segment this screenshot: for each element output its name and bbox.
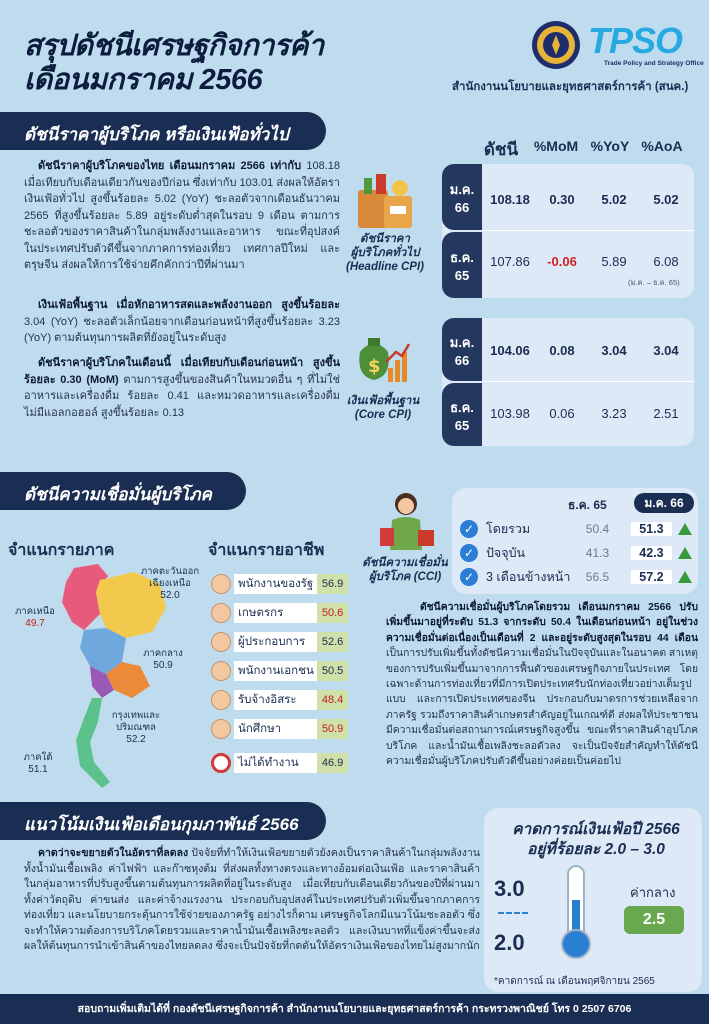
occupation-value: 50.6 bbox=[317, 603, 348, 623]
region-title: จำแนกรายภาค bbox=[8, 542, 115, 559]
headline-cpi-caption-1: ดัชนีราคา bbox=[360, 233, 410, 245]
occupation-label: รับจ้างอิสระ bbox=[234, 690, 317, 710]
core-jan-mom: 0.08 bbox=[549, 343, 575, 358]
up-arrow-icon bbox=[678, 523, 692, 535]
page-title-line1: สรุปดัชนีเศรษฐกิจการค้า bbox=[24, 30, 324, 62]
cpi-paragraph-2-text: 3.04 (YoY) ชะลอตัวเล็กน้อยจากเดือนก่อนหน้าที่สูงขึ้นร้อยละ 3.23 (YoY) ตามต้นทุนการผลิตที่ยังอยู่ในระดับสูง bbox=[24, 315, 340, 344]
forecast-title-2: อยู่ที่ร้อยละ 2.0 – 3.0 bbox=[527, 841, 665, 858]
col-header-aoa: %AoA bbox=[641, 138, 683, 154]
occupation-value: 50.5 bbox=[317, 661, 348, 681]
cci-row-label: โดยรวม bbox=[486, 522, 531, 536]
occupation-value: 46.9 bbox=[317, 753, 348, 773]
core-dec-mom: 0.06 bbox=[549, 406, 575, 421]
thermometer-icon bbox=[556, 864, 596, 960]
forecast-dash bbox=[498, 912, 528, 914]
cci-section-heading: ดัชนีความเชื่อมั่นผู้บริโภค bbox=[0, 472, 246, 510]
headline-dec-index: 107.86 bbox=[490, 254, 530, 269]
headline-cpi-caption-3: (Headline CPI) bbox=[346, 261, 424, 273]
forecast-note: *คาดการณ์ ณ เดือนพฤศจิกายน 2565 bbox=[494, 976, 655, 987]
check-icon: ✓ bbox=[460, 544, 478, 562]
col-header-index: ดัชนี bbox=[483, 140, 519, 159]
money-bag-chart-icon bbox=[352, 330, 410, 386]
occupation-row bbox=[211, 752, 348, 774]
headline-row-1-month: ม.ค. bbox=[449, 182, 475, 197]
shopping-bag-icon bbox=[350, 172, 420, 230]
occupation-row bbox=[211, 573, 348, 595]
region-north-name: ภาคเหนือ bbox=[15, 606, 55, 617]
occupation-value: 48.4 bbox=[317, 690, 348, 710]
region-central-value: 50.9 bbox=[153, 660, 173, 671]
cpi-paragraph-3 bbox=[24, 355, 340, 421]
cci-row-cur: 42.3 bbox=[631, 546, 672, 560]
region-bangkok-value: 52.2 bbox=[126, 734, 146, 745]
cci-paragraph-text: เป็นการปรับเพิ่มขึ้นทั้งดัชนีความเชื่อมั่นในปัจจุบันและในอนาคต สาเหตุของการปรับเพิ่มขึ้นมาจากการฟื้นตัวของเศรษฐกิจภายในประเทศ โดยเฉพาะด้านการท่องเที่ยวที่มีการเปิดประเทศรับนักท่องเที่ยวอย่างเต็มรูปแบบ และการเปิดประเทศของจีน ประกอบกับมาตรการช่วยเหลือจากภาครัฐ รวมถึงราคาสินค้าเกษตรสำคัญอยู่ในเกณฑ์ดี ส่งผลให้ประชาชนมีความเชื่อมั่นต่อสถานการณ์เศรษฐกิจสูงขึ้น ขณะที่ราคาสินค้าอุปโภคบริโภค และน้ำมันเชื้อเพลิงชะลอตัวลง จะเป็นปัจจัยสำคัญทำให้ดัชนีความเชื่อมั่นผู้บริโภคปรับตัวดีขึ้นอย่างค่อยเป็นค่อยไป bbox=[386, 648, 698, 768]
cpi-paragraph-2 bbox=[24, 297, 340, 347]
occupation-row bbox=[211, 631, 348, 653]
occupation-value: 50.9 bbox=[317, 719, 348, 739]
headline-dec-yoy: 5.89 bbox=[601, 254, 627, 269]
headline-jan-aoa: 5.02 bbox=[653, 192, 679, 207]
tpso-logo-tagline: Trade Policy and Strategy Office bbox=[604, 60, 704, 67]
cci-row-prev: 41.3 bbox=[585, 546, 610, 560]
core-row-1-year: 66 bbox=[454, 352, 470, 368]
cci-col-cur: ม.ค. 66 bbox=[634, 493, 694, 513]
cci-col-prev: ธ.ค. 65 bbox=[568, 498, 607, 512]
cpi-section-heading: ดัชนีราคาผู้บริโภค หรือเงินเฟ้อทั่วไป bbox=[0, 112, 326, 150]
headline-jan-mom: 0.30 bbox=[549, 192, 575, 207]
headline-row-2-label bbox=[442, 232, 482, 298]
trend-paragraph-text: ปัจจัยที่ทำให้เงินเฟ้อขยายตัวยังคงเป็นราคาสินค้าในกลุ่มพลังงาน ทั้งน้ำมันเชื้อเพลิง ค่าไฟฟ้า และก๊าซหุงต้ม ที่ส่งผลทั้งทางตรงและทางอ้อมต่อเงินเฟ้อ และราคาสินค้าในกลุ่มอาหารที่ปรับสูงขึ้นตามต้นทุนการผลิตที่อยู่ในระดับสูง เมื่อเทียบกับเดือนเดียวกันของปีที่ผ่านมา ทั้งค่าวัตถุดิบ ค่าขนส่ง และค่าจ้างแรงงาน ประกอบกับอุปสงค์ในประเทศปรับตัวเพิ่มขึ้นจากภาคการท่องเที่ยว และนโยบายกระตุ้นการใช้จ่ายของภาครัฐ อย่างไรก็ตาม เศรษฐกิจโลกมีแนวโน้มชะลอตัว ซึ่งจะทำให้ความต้องการบริโภคโดยรวมและราคาน้ำมันเชื้อเพลิงชะลอตัว และเงินบาทที่แข็งค่าขึ้นจะส่งผลให้ต้นทุนการนำเข้าสินค้าของไทยลดลง ซึ่งจะเป็นปัจจัยที่กดดันให้อัตราเงินเฟ้อของไทยไม่สูงมากนัก bbox=[24, 847, 480, 952]
trend-paragraph bbox=[24, 846, 480, 955]
occupation-value: 52.6 bbox=[317, 632, 348, 652]
region-north-value: 49.7 bbox=[25, 618, 45, 629]
cpi-paragraph-2-bold: เงินเฟ้อพื้นฐาน เมื่อหักอาหารสดและพลังงานออก สูงขึ้นร้อยละ bbox=[38, 299, 340, 311]
footer-contact: สอบถามเพิ่มเติมได้ที่ กองดัชนีเศรษฐกิจการค้า สำนักงานนโยบายและยุทธศาสตร์การค้า กระทรวงพาณิชย์ โทร 0 2507 6706 bbox=[0, 994, 709, 1024]
cci-caption-2: ผู้บริโภค (CCI) bbox=[368, 571, 442, 583]
check-icon: ✓ bbox=[460, 520, 478, 538]
occupation-row bbox=[211, 660, 348, 682]
cci-row-overall bbox=[460, 518, 692, 540]
col-header-yoy: %YoY bbox=[590, 138, 630, 154]
office-worker-icon bbox=[211, 661, 231, 681]
occupation-label: เกษตรกร bbox=[234, 603, 317, 623]
core-row-2-label bbox=[442, 383, 482, 446]
core-dec-aoa: 2.51 bbox=[653, 406, 679, 421]
shopper-icon bbox=[376, 490, 438, 552]
occupation-label: นักศึกษา bbox=[234, 719, 317, 739]
headline-row-2-year: 65 bbox=[454, 268, 470, 283]
headline-row-2-month: ธ.ค. bbox=[450, 250, 474, 265]
occupation-label: พนักงานเอกชน bbox=[234, 661, 317, 681]
headline-cpi-caption-2: ผู้บริโภคทั่วไป bbox=[350, 247, 420, 259]
up-arrow-icon bbox=[678, 571, 692, 583]
core-row-1-month: ม.ค. bbox=[449, 334, 475, 350]
cci-row-label: ปัจจุบัน bbox=[486, 546, 526, 560]
headline-jan-index: 108.18 bbox=[490, 192, 530, 207]
no-work-icon bbox=[211, 753, 231, 773]
core-cpi-caption-1: เงินเฟ้อพื้นฐาน bbox=[346, 395, 420, 407]
cci-row-cur: 51.3 bbox=[631, 522, 672, 536]
svg-text:$: $ bbox=[368, 356, 381, 377]
headline-dec-mom: -0.06 bbox=[547, 254, 577, 269]
businessman-icon bbox=[211, 632, 231, 652]
cpi-paragraph-1-text: 108.18 เมื่อเทียบกับเดือนเดียวกันของปีก่อน ซึ่งเท่ากับ 103.01 ส่งผลให้อัตราเงินเฟ้อทั่วไป สูงขึ้นร้อยละ 5.02 (YoY) ชะลอตัวจากเดือนธันวาคม 2565 ที่สูงขึ้นร้อยละ 5.89 อยู่ระดับต่ำสุดในรอบ 9 เดือน ตามการชะลอตัวของราคาสินค้าในกลุ่มพลังงานและอาหาร ขณะที่อุปสงค์ในประเทศปรับตัวดีขึ้นจากภาคการท่องเที่ยว เทศกาลปีใหม่ และตรุษจีน ส่งผลให้การใช้จ่ายคึกคักกว่าปีที่ผ่านมา bbox=[24, 160, 341, 271]
forecast-upper: 3.0 bbox=[494, 876, 525, 901]
cci-row-cur: 57.2 bbox=[631, 570, 672, 584]
cci-caption bbox=[350, 556, 460, 584]
core-row-1-label bbox=[442, 318, 482, 381]
ministry-seal-icon bbox=[531, 20, 581, 70]
core-dec-yoy: 3.23 bbox=[601, 406, 627, 421]
trend-paragraph-bold: คาดว่าจะขยายตัวในอัตราที่ลดลง bbox=[38, 847, 189, 859]
region-northeast-value: 52.0 bbox=[160, 590, 180, 601]
core-row-2-month: ธ.ค. bbox=[450, 399, 474, 415]
core-row-2-year: 65 bbox=[454, 417, 470, 433]
cci-row-present bbox=[460, 542, 692, 564]
core-cpi-caption-2: (Core CPI) bbox=[354, 409, 412, 421]
occupation-row bbox=[211, 689, 348, 711]
col-header-mom: %MoM bbox=[533, 138, 579, 154]
org-name: สำนักงานนโยบายและยุทธศาสตร์การค้า (สนค.) bbox=[452, 81, 689, 93]
occupation-row bbox=[211, 602, 348, 624]
check-icon: ✓ bbox=[460, 568, 478, 586]
core-jan-yoy: 3.04 bbox=[601, 343, 627, 358]
forecast-title-1: คาดการณ์เงินเฟ้อปี 2566 bbox=[512, 821, 680, 838]
region-bangkok bbox=[100, 710, 172, 746]
region-northeast-name: ภาคตะวันออกเฉียงเหนือ bbox=[140, 566, 200, 589]
cci-caption-1: ดัชนีความเชื่อมั่น bbox=[362, 557, 448, 569]
forecast-mid-label: ค่ากลาง bbox=[630, 885, 676, 900]
occupation-title: จำแนกรายอาชีพ bbox=[208, 542, 325, 559]
core-cpi-caption bbox=[330, 394, 436, 422]
occupation-label: พนักงานของรัฐ bbox=[234, 574, 317, 594]
cci-row-prev: 50.4 bbox=[585, 522, 610, 536]
trend-section-heading: แนวโน้มเงินเฟ้อเดือนกุมภาพันธ์ 2566 bbox=[0, 802, 326, 840]
headline-cpi-caption bbox=[330, 232, 440, 274]
occupation-value: 56.9 bbox=[317, 574, 348, 594]
occupation-label: ผู้ประกอบการ bbox=[234, 632, 317, 652]
page-title-line2: เดือนมกราคม 2566 bbox=[24, 64, 263, 96]
headline-cpi-table bbox=[442, 164, 694, 298]
region-central bbox=[138, 648, 188, 672]
cpi-paragraph-1 bbox=[24, 158, 340, 274]
occupation-row bbox=[211, 718, 348, 740]
cci-row-prev: 56.5 bbox=[585, 570, 610, 584]
cpi-paragraph-1-bold: ดัชนีราคาผู้บริโภคของไทย เดือนมกราคม 2566 เท่ากับ bbox=[38, 160, 302, 172]
core-jan-index: 104.06 bbox=[490, 343, 530, 358]
core-cpi-table bbox=[442, 318, 694, 446]
region-south bbox=[16, 752, 60, 776]
cci-paragraph-bold: ดัชนีความเชื่อมั่นผู้บริโภคโดยรวม เดือนมกราคม 2566 ปรับเพิ่มขึ้นมาอยู่ที่ระดับ 51.3 จากระดับ 50.4 ในเดือนก่อนหน้า อยู่ในช่วงความเชื่อมั่นต่อเนื่องเป็นเดือนที่ 2 และอยู่ระดับสูงสุดในรอบ 44 เดือน bbox=[386, 602, 698, 644]
farmer-icon bbox=[211, 603, 231, 623]
region-central-name: ภาคกลาง bbox=[143, 648, 183, 659]
headline-aoa-note: (ม.ค. – ธ.ค. 65) bbox=[628, 278, 680, 287]
headline-row-1-year: 66 bbox=[454, 200, 470, 215]
forecast-mid-value: 2.5 bbox=[624, 906, 684, 934]
cpi-paragraph-3-text: ตามการสูงขึ้นของสินค้าในหมวดอื่น ๆ ที่ไม่ใช่อาหารและเครื่องดื่ม ร้อยละ 0.41 และหมวดอาหารและเครื่องดื่มไม่มีแอลกอฮอล์ สูงขึ้นร้อยละ 0.13 bbox=[24, 373, 340, 419]
person-icon bbox=[211, 574, 231, 594]
region-bangkok-name: กรุงเทพและปริมณฑล bbox=[111, 710, 161, 733]
forecast-lower: 2.0 bbox=[494, 930, 525, 955]
student-icon bbox=[211, 719, 231, 739]
cpi-paragraph-3-bold: ดัชนีราคาผู้บริโภคในเดือนนี้ เมื่อเทียบกับเดือนก่อนหน้า สูงขึ้นร้อยละ 0.30 (MoM) bbox=[24, 357, 340, 386]
core-jan-aoa: 3.04 bbox=[653, 343, 679, 358]
region-north bbox=[8, 606, 62, 630]
occupation-label: ไม่ได้ทำงาน bbox=[234, 753, 317, 773]
tpso-logo-text: TPSO bbox=[588, 20, 683, 61]
core-dec-index: 103.98 bbox=[490, 406, 530, 421]
cci-row-label: 3 เดือนข้างหน้า bbox=[486, 570, 571, 584]
headline-dec-aoa: 6.08 bbox=[653, 254, 679, 269]
cci-row-future bbox=[460, 566, 692, 588]
cci-paragraph bbox=[386, 600, 698, 769]
region-south-name: ภาคใต้ bbox=[23, 752, 53, 763]
headline-row-1-label bbox=[442, 164, 482, 230]
tpso-logo bbox=[588, 20, 704, 67]
region-northeast bbox=[140, 566, 200, 602]
headline-jan-yoy: 5.02 bbox=[601, 192, 627, 207]
freelancer-icon bbox=[211, 690, 231, 710]
up-arrow-icon bbox=[678, 547, 692, 559]
region-south-value: 51.1 bbox=[28, 764, 48, 775]
